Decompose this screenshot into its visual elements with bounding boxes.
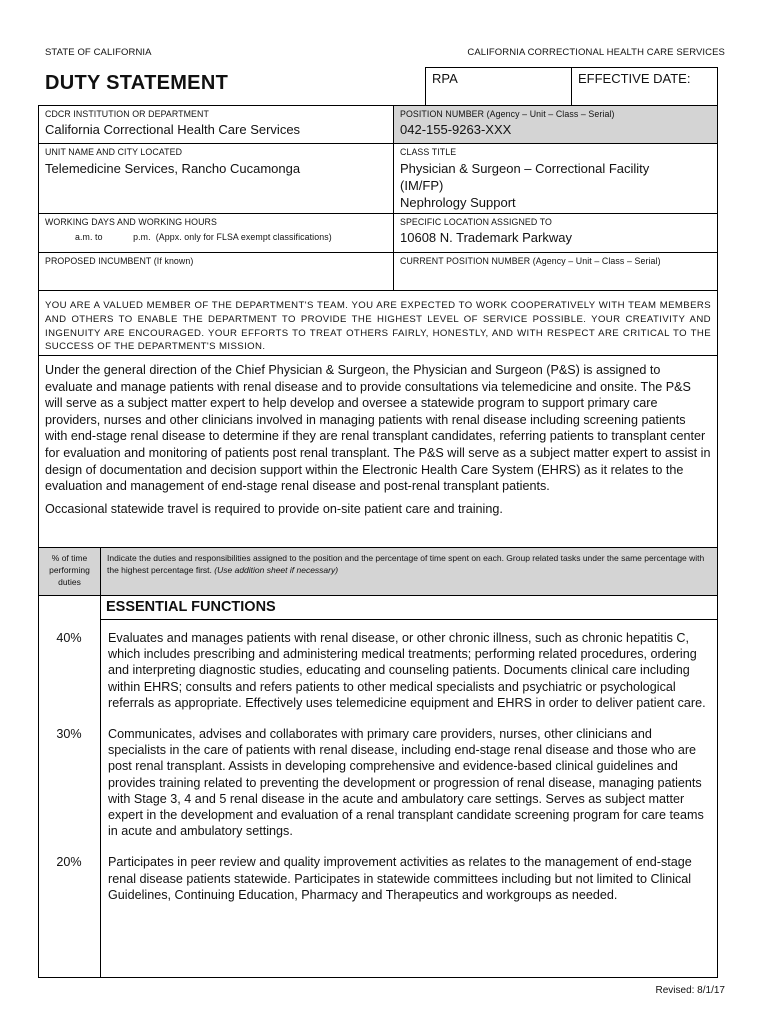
rpa-effective-row xyxy=(425,67,718,105)
percent-column-spacer xyxy=(39,596,100,620)
unit-value: Telemedicine Services, Rancho Cucamonga xyxy=(45,161,301,176)
essential-functions-title: ESSENTIAL FUNCTIONS xyxy=(100,596,717,620)
class-title-value xyxy=(400,160,711,211)
rpa-field[interactable] xyxy=(426,68,571,105)
position-number-field[interactable] xyxy=(394,106,717,143)
revised-date: Revised: 8/1/17 xyxy=(655,985,725,996)
unit-row xyxy=(39,144,717,214)
duties-instructions-text: Indicate the duties and responsibilities assigned to the position and the percentage of time spent on each. Group related tasks under the same percentage with the highest percentage first. xyxy=(107,553,705,575)
duty-item xyxy=(38,721,718,843)
institution-row xyxy=(39,106,717,144)
specific-location-field[interactable] xyxy=(394,214,717,252)
class-title-line: Nephrology Support xyxy=(400,195,516,210)
incumbent-row xyxy=(39,253,717,291)
specific-location-value: 10608 N. Trademark Parkway xyxy=(400,230,572,245)
working-hours-label: WORKING DAYS AND WORKING HOURS xyxy=(45,217,217,227)
institution-field[interactable] xyxy=(39,106,394,143)
class-title-line: (IM/FP) xyxy=(400,178,444,193)
position-summary xyxy=(39,356,717,548)
class-title-line: Physician & Surgeon – Correctional Facility xyxy=(400,161,650,176)
duties-instructions xyxy=(101,548,717,595)
position-number-label: POSITION NUMBER (Agency – Unit – Class – Serial) xyxy=(400,109,615,119)
duty-percent: 20% xyxy=(56,855,82,870)
class-title-label: CLASS TITLE xyxy=(400,147,457,157)
institution-label: CDCR INSTITUTION OR DEPARTMENT xyxy=(45,109,209,119)
agency-header: CALIFORNIA CORRECTIONAL HEALTH CARE SERVICES xyxy=(467,47,725,58)
duties-header xyxy=(39,548,717,596)
proposed-incumbent-field[interactable] xyxy=(39,253,394,290)
duty-item xyxy=(38,625,718,715)
summary-paragraph: Under the general direction of the Chief Physician & Surgeon, the Physician and Surgeon (P&S) is assigned to evaluate and manage patients with renal disease and to provide consultations via telemedicine and onsite. The P&S will serve as a subject matter expert to help develop and oversee a statewide program to support primary care providers, nurses and other clinicians involved in managing patients with renal disease including screening patients with end-stage renal disease to determine if they are renal transplant candidates, referring patients to transplant center for evaluation and monitoring of patients post renal transplant. The P&S will serve as a subject matter expert to assist in design of documentation and decision support within the Electronic Health Care System (EHRS) as it relates to the evaluation and management of end-stage renal disease and post-renal transplant patients. xyxy=(45,363,711,494)
duty-percent: 30% xyxy=(56,727,82,742)
unit-field[interactable] xyxy=(39,144,394,213)
current-position-field[interactable] xyxy=(394,253,717,290)
institution-value: California Correctional Health Care Services xyxy=(45,122,301,137)
proposed-incumbent-label: PROPOSED INCUMBENT (If known) xyxy=(45,256,194,266)
working-hours-field[interactable] xyxy=(39,214,394,252)
duty-text: Participates in peer review and quality improvement activities as relates to the management of end-stage renal disease patients statewide. Participates in statewide committees including but not limited to Clinical Guidelines, Continuing Education, Pharmacy and Therapeutics and workgroups as needed. xyxy=(108,855,692,902)
specific-location-label: SPECIFIC LOCATION ASSIGNED TO xyxy=(400,217,552,227)
class-title-field[interactable] xyxy=(394,144,717,213)
position-number-value: 042-155-9263-XXX xyxy=(400,122,512,137)
duty-list xyxy=(38,625,718,907)
duty-item xyxy=(38,849,718,907)
hours-row xyxy=(39,214,717,253)
effective-date-label: EFFECTIVE DATE: xyxy=(578,71,691,86)
percent-time-label: % of time performing duties xyxy=(39,548,101,595)
duty-percent: 40% xyxy=(56,631,82,645)
state-header: STATE OF CALIFORNIA xyxy=(45,47,152,58)
rpa-label: RPA xyxy=(432,71,458,86)
duty-text: Communicates, advises and collaborates with primary care providers, nurses, other clinicians and specialists in the care of patients with renal disease, including end-stage renal disease and those who are post renal transplant. Assists in developing comprehensive and evidence-based clinical guidelines and provides training related to preventing the development or progression of renal disease, managing patients with Stage 3, 4 and 5 renal disease in the acute and ambulatory care settings. Serves as subject matter expert in the development and evaluation of a renal transplant candidate screening program for care teams in acute and ambulatory settings. xyxy=(108,727,704,839)
current-position-label: CURRENT POSITION NUMBER (Agency – Unit – Class – Serial) xyxy=(400,256,661,266)
duty-text: Evaluates and manages patients with renal disease, or other chronic illness, such as chronic hepatitis C, which includes prescribing and administering medical treatments; performing related procedures, ordering and interpreting diagnostic studies, educating and counseling patients. Documents clinical care including within EHRS; consults and refers patients to other medical specialists and psychiatric or psychological referrals as appropriate. Effectively uses telemedicine equipment and EHRS in order to deliver patient care. xyxy=(108,631,706,710)
mission-statement: YOU ARE A VALUED MEMBER OF THE DEPARTMENT'S TEAM. YOU ARE EXPECTED TO WORK COOPERATIVELY WITH TEAM MEMBERS AND OTHERS TO ENABLE THE DEPARTMENT TO PROVIDE THE HIGHEST LEVEL OF SERVICE POSSIBLE. YOUR CREATIVITY AND INGENUITY ARE ENCOURAGED. YOUR EFFORTS TO TREAT OTHERS FAIRLY, HONESTLY, AND WITH RESPECT ARE CRITICAL TO THE SUCCESS OF THE DEPARTMENT'S MISSION. xyxy=(39,291,717,356)
working-hours-value: a.m. to p.m. (Appx. only for FLSA exempt classifications) xyxy=(75,232,332,242)
duties-instructions-note: (Use addition sheet if necessary) xyxy=(214,565,339,575)
unit-label: UNIT NAME AND CITY LOCATED xyxy=(45,147,183,157)
page-title: DUTY STATEMENT xyxy=(45,72,229,94)
effective-date-field[interactable] xyxy=(571,68,717,105)
travel-paragraph: Occasional statewide travel is required to provide on-site patient care and training. xyxy=(45,501,503,516)
